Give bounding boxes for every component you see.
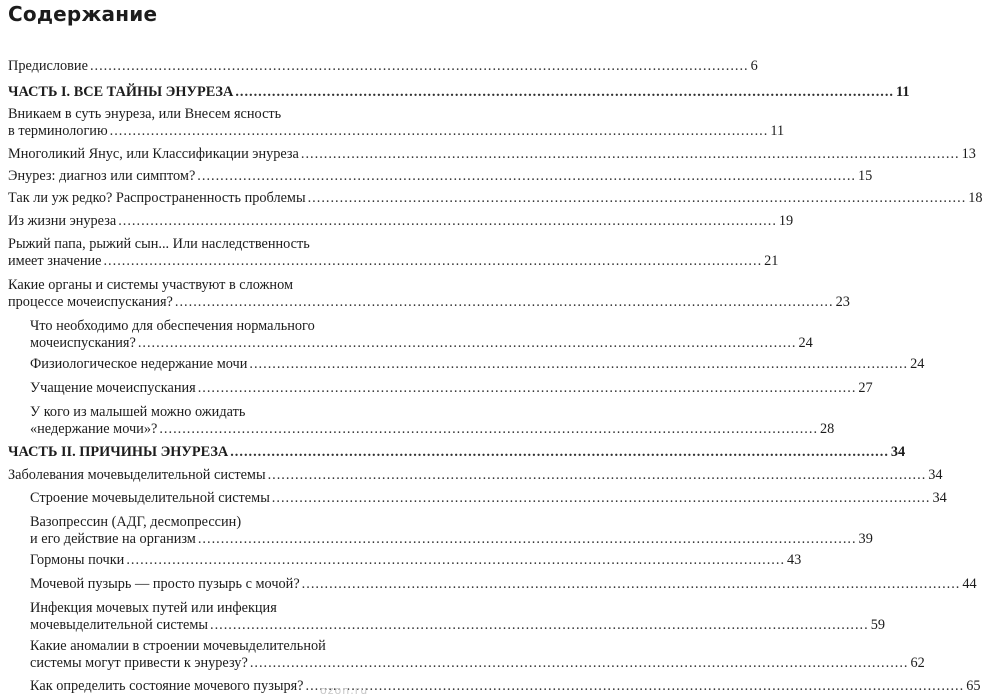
toc-leader-dots: [118, 213, 777, 230]
toc-leader-dots: [138, 335, 797, 352]
toc-leader-dots: [197, 168, 856, 185]
toc-page-number: 15: [857, 168, 873, 184]
toc-entry-label: Из жизни энуреза: [8, 213, 117, 229]
toc-leader-dots: [159, 421, 818, 438]
toc-page-number: 24: [798, 335, 813, 351]
toc-entry-label: Многоликий Янус, или Классификации энуреза: [8, 146, 299, 162]
toc-leader-dots: [235, 84, 894, 101]
toc-entry-label: Строение мочевыделительной системы: [30, 490, 270, 506]
toc-subentry[interactable]: [30, 356, 925, 373]
toc-leader-dots: [230, 444, 889, 461]
toc-page-number: 24: [910, 356, 925, 372]
toc-subentry[interactable]: [30, 552, 802, 569]
toc-entry-label-line: Вазопрессин (АДГ, десмопрессин): [30, 514, 242, 530]
toc-page-number: 18: [968, 190, 983, 206]
toc-entry-label: мочеиспускания?: [30, 335, 136, 351]
toc-entry-label: Физиологическое недержание мочи: [30, 356, 248, 372]
toc-subentry[interactable]: [30, 576, 977, 593]
toc-entry[interactable]: [8, 168, 873, 185]
toc-page-number: 62: [910, 655, 925, 671]
toc-page-number: 65: [966, 678, 981, 694]
toc-entry[interactable]: [8, 277, 850, 311]
toc-entry-label-line: Рыжий папа, рыжий сын... Или наследственность: [8, 236, 310, 252]
toc-page-number: 19: [778, 213, 794, 229]
toc-leader-dots: [301, 146, 960, 163]
toc-entry-label: Заболевания мочевыделительной системы: [8, 467, 266, 483]
toc-title: Содержание: [8, 2, 158, 26]
toc-entry-label: Как определить состояние мочевого пузыря?: [30, 678, 304, 694]
toc-subentry[interactable]: [30, 638, 925, 672]
toc-entry[interactable]: [8, 213, 794, 230]
toc-entry-preface[interactable]: [8, 58, 758, 75]
toc-part-1[interactable]: [8, 84, 910, 101]
toc-entry-label: Гормоны почки: [30, 552, 125, 568]
toc-entry-label-line: Какие органы и системы участвуют в сложном: [8, 277, 293, 293]
toc-subentry[interactable]: [30, 514, 873, 548]
toc-subentry[interactable]: [30, 600, 885, 634]
watermark-logo: ozon.ru: [320, 684, 369, 697]
toc-entry-label: процессе мочеиспускания?: [8, 294, 173, 310]
toc-subentry[interactable]: [30, 404, 835, 438]
toc-subentry[interactable]: [30, 380, 873, 397]
toc-page-number: 21: [764, 253, 779, 269]
toc-entry-label: имеет значение: [8, 253, 102, 269]
toc-entry-label: системы могут привести к энурезу?: [30, 655, 248, 671]
toc-subentry[interactable]: [30, 490, 947, 507]
toc-subentry[interactable]: [30, 318, 813, 352]
toc-leader-dots: [302, 576, 961, 593]
toc-entry[interactable]: [8, 236, 779, 270]
toc-entry-label-line: Какие аномалии в строении мочевыделительной: [30, 638, 326, 654]
toc-entry-label-line: Вникаем в суть энуреза, или Внесем ясность: [8, 106, 282, 122]
toc-leader-dots: [249, 356, 908, 373]
toc-entry-label: Мочевой пузырь — просто пузырь с мочой?: [30, 576, 300, 592]
toc-entry-label: Учащение мочеиспускания: [30, 380, 196, 396]
toc-page-number: 11: [896, 84, 910, 100]
toc-entry-label: Предисловие: [8, 58, 88, 74]
toc-entry-label: мочевыделительной системы: [30, 617, 208, 633]
toc-entry-label: в терминологию: [8, 123, 108, 139]
toc-page-number: 39: [858, 531, 873, 547]
toc-page-number: 6: [750, 58, 758, 74]
toc-leader-dots: [110, 123, 769, 140]
toc-page-number: 13: [961, 146, 976, 162]
toc-leader-dots: [308, 190, 967, 207]
toc-page-number: 28: [820, 421, 835, 437]
toc-leader-dots: [210, 617, 869, 634]
toc-entry-label-line: У кого из малышей можно ожидать: [30, 404, 246, 420]
toc-leader-dots: [90, 58, 749, 75]
toc-entry[interactable]: [8, 190, 983, 207]
toc-entry-label-line: Что необходимо для обеспечения нормального: [30, 318, 315, 334]
toc-entry-label: «недержание мочи»?: [30, 421, 158, 437]
toc-entry-label: Энурез: диагноз или симптом?: [8, 168, 196, 184]
toc-entry[interactable]: [8, 467, 943, 484]
toc-entry-label: и его действие на организм: [30, 531, 196, 547]
toc-entry[interactable]: [8, 106, 785, 140]
toc-leader-dots: [175, 294, 834, 311]
toc-leader-dots: [272, 490, 931, 507]
toc-leader-dots: [268, 467, 927, 484]
toc-leader-dots: [250, 655, 909, 672]
toc-page-number: 34: [890, 444, 906, 460]
toc-entry-label: ЧАСТЬ I. ВСЕ ТАЙНЫ ЭНУРЕЗА: [8, 84, 234, 100]
toc-leader-dots: [198, 380, 857, 397]
toc-page-number: 34: [932, 490, 947, 506]
toc-page-number: 43: [787, 552, 802, 568]
toc-entry-label: Так ли уж редко? Распространенность проблемы: [8, 190, 306, 206]
toc-page-number: 34: [928, 467, 943, 483]
toc-page-number: 23: [835, 294, 850, 310]
toc-leader-dots: [103, 253, 762, 270]
toc-entry-label-line: Инфекция мочевых путей или инфекция: [30, 600, 277, 616]
toc-leader-dots: [306, 678, 965, 695]
toc-entry[interactable]: [8, 146, 976, 163]
toc-page-number: 27: [858, 380, 873, 396]
toc-page-number: 59: [870, 617, 885, 633]
toc-entry-label: ЧАСТЬ II. ПРИЧИНЫ ЭНУРЕЗА: [8, 444, 229, 460]
toc-leader-dots: [198, 531, 857, 548]
toc-leader-dots: [126, 552, 785, 569]
toc-part-2[interactable]: [8, 444, 906, 461]
toc-page-number: 44: [962, 576, 977, 592]
toc-page-number: 11: [770, 123, 785, 139]
